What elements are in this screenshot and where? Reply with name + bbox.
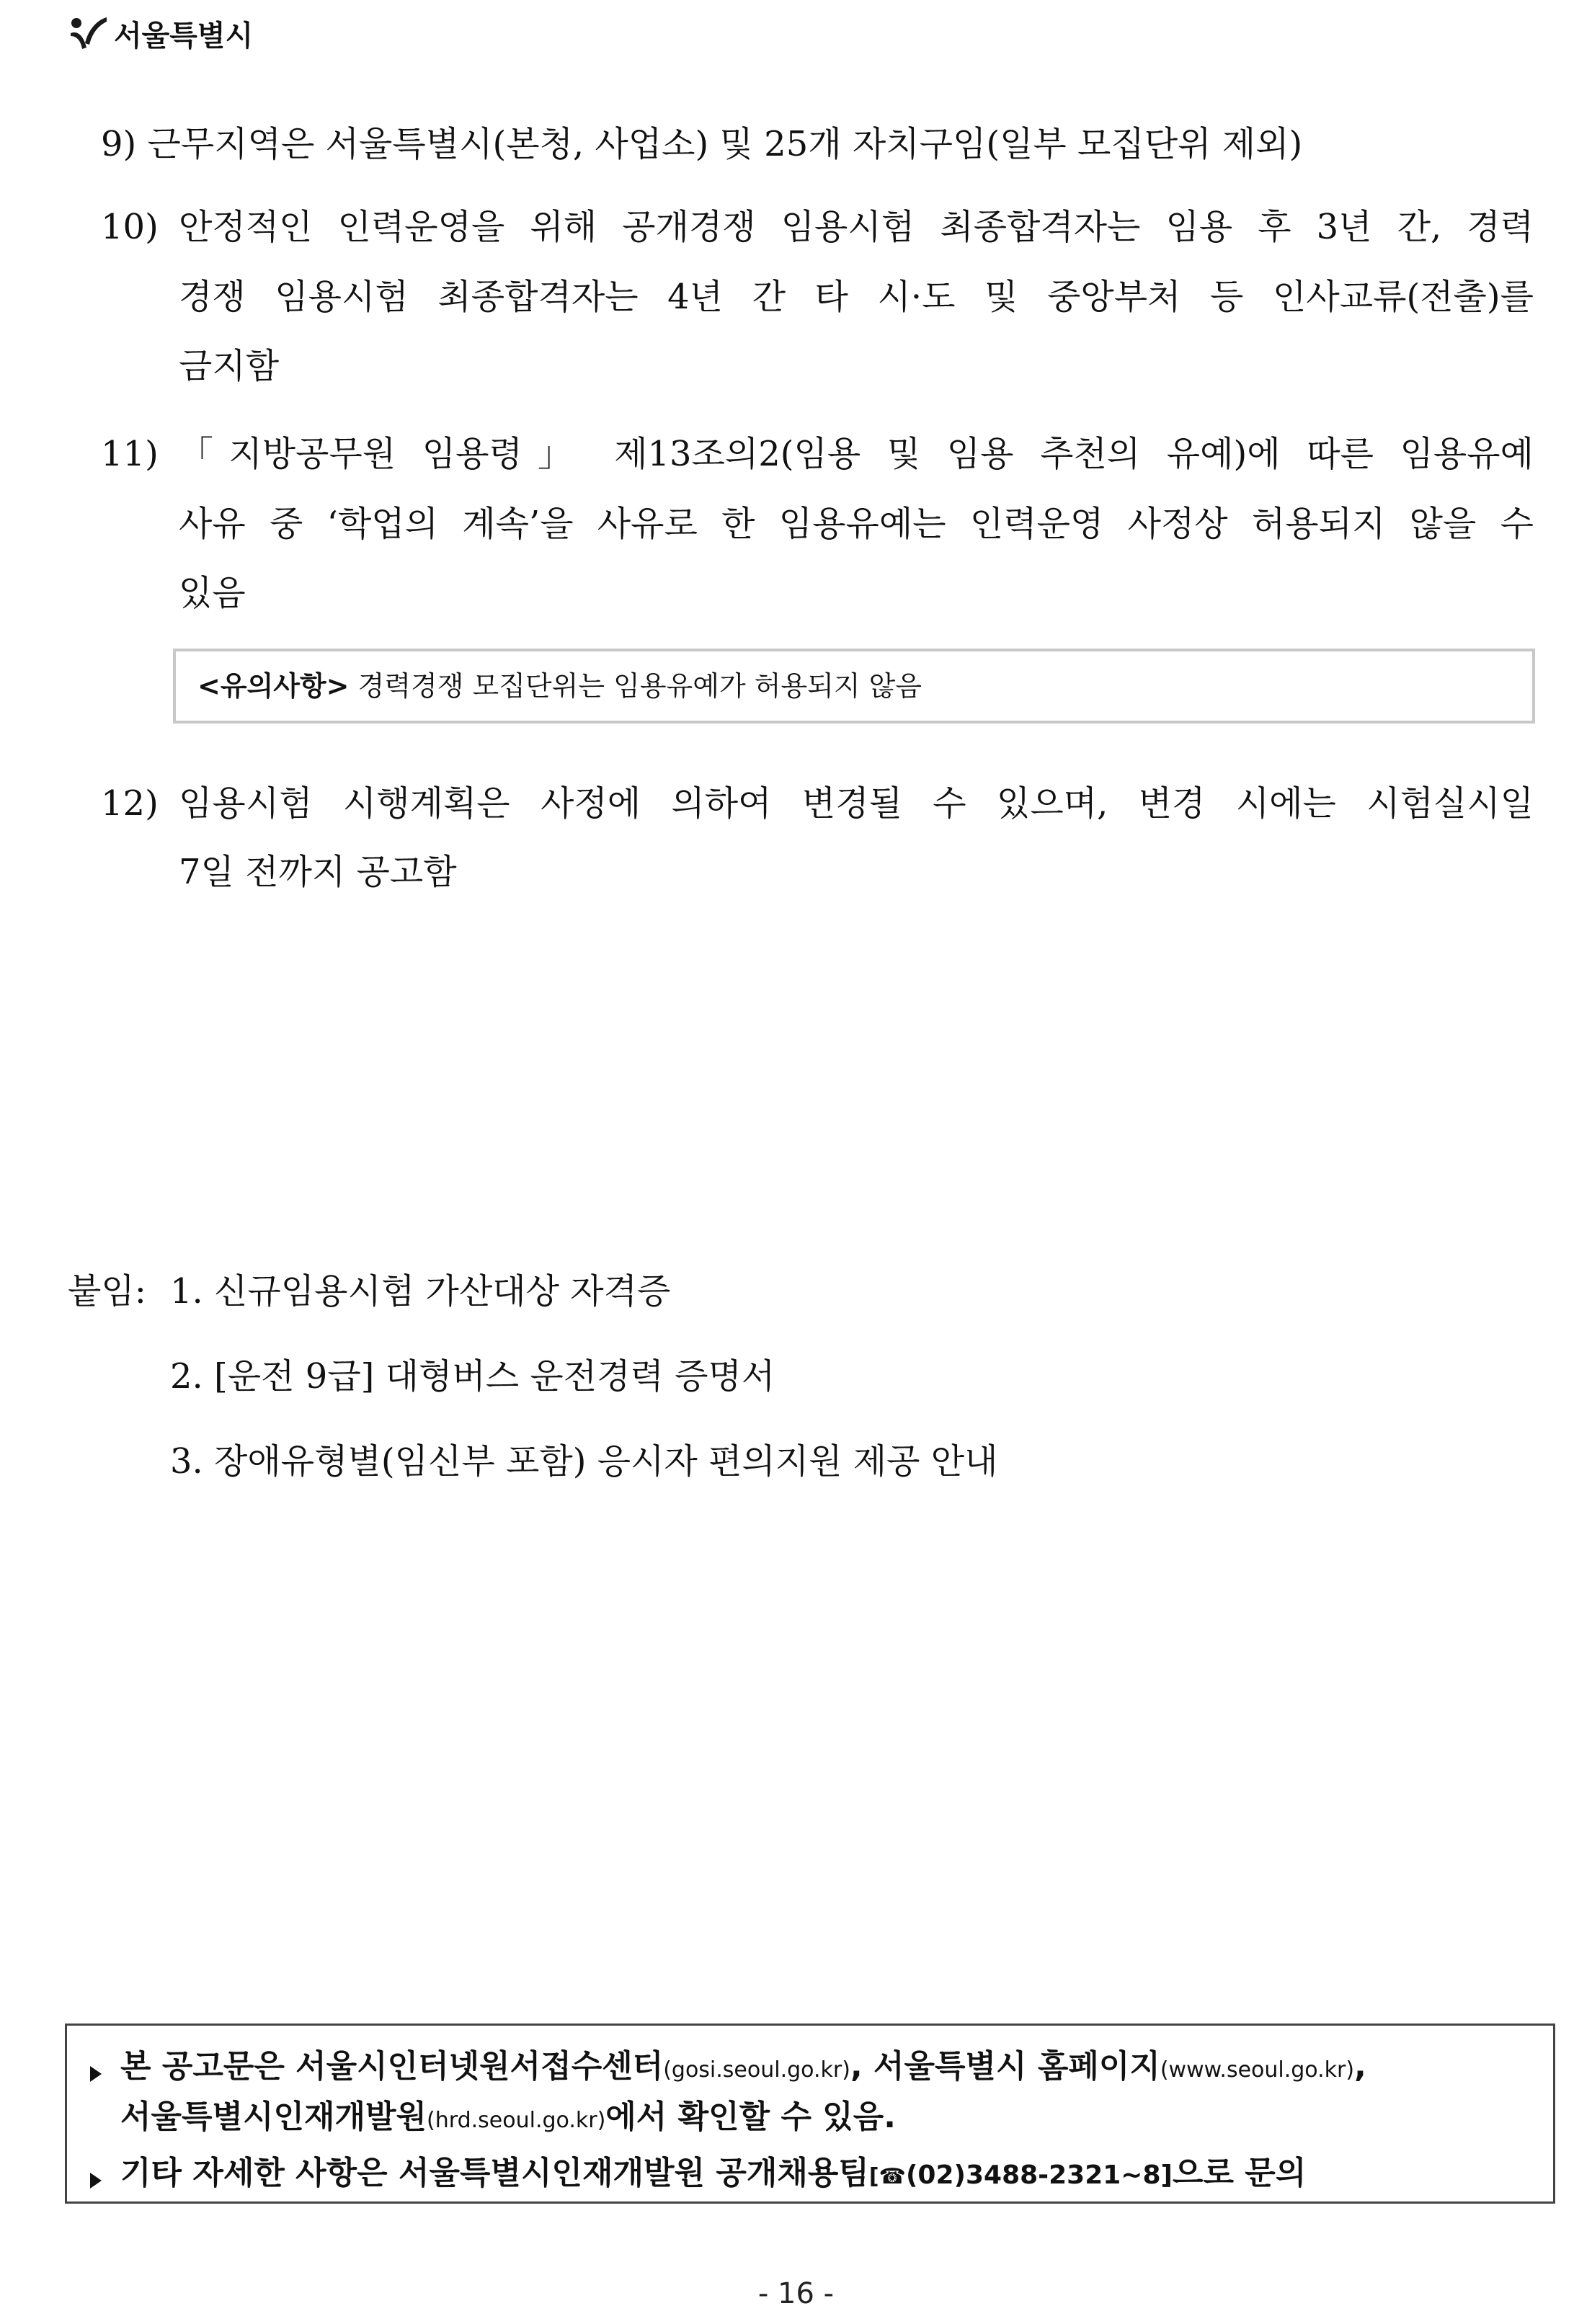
item-11-line-1: 「지방공무원 임용령」 제13조의2(임용 및 임용 추천의 유예)에 따른 임용유예 [179,434,1534,474]
triangle-bullet-icon [90,2066,102,2082]
item-12-line-1: 임용시험 시행계획은 사정에 의하여 변경될 수 있으며, 변경 시에는 시험실시일 [179,783,1534,824]
phone-icon: ☎ [879,2164,906,2189]
item-12-number: 12) [101,783,159,824]
page-number: - 16 - [757,2277,835,2310]
item-10-line-3: 금지함 [179,346,280,386]
item-10-number: 10) [101,207,159,247]
item-12-line-2: 7일 전까지 공고함 [179,852,457,892]
note-text: 경력경쟁 모집단위는 임용유예가 허용되지 않음 [357,670,922,702]
url-seoul: (www.seoul.go.kr) [1160,2057,1355,2083]
note-box [173,649,1535,724]
item-number: 9) [101,124,137,164]
note-label: <유의사항> [197,670,350,702]
item-9 [101,123,1302,166]
attachment-item-3: 3. 장애유형별(임신부 포함) 응시자 편의지원 제공 안내 [170,1441,998,1482]
item-11-line-2: 사유 중 ‘학업의 계속’을 사유로 한 임용유예는 인력운영 사정상 허용되지 않을 수 [179,504,1534,544]
notice-line-1: 본 공고문은 서울시인터넷원서접수센터(gosi.seoul.go.kr), 서울특별시 홈페이지(www.seoul.go.kr), [67,2040,1366,2086]
notice-line-2: 서울특별시인재개발원(hrd.seoul.go.kr)에서 확인할 수 있음. [120,2098,896,2135]
item-11-line-3: 있음 [179,573,246,613]
attachments-label: 붙임: [68,1271,146,1312]
url-hrd: (hrd.seoul.go.kr) [427,2108,606,2133]
phone-number: (02)3488-2321~8] [905,2160,1173,2190]
attachment-item-2: 2. [운전 9급] 대형버스 운전경력 증명서 [170,1356,775,1397]
seoul-logo-icon [66,12,110,55]
logo-text: 서울특별시 [114,19,254,53]
item-10-line-2: 경쟁 임용시험 최종합격자는 4년 간 타 시·도 및 중앙부처 등 인사교류(전출)를 [179,277,1534,317]
item-10-line-1: 안정적인 인력운영을 위해 공개경쟁 임용시험 최종합격자는 임용 후 3년 간, 경력 [179,207,1534,247]
seoul-logo [66,10,253,56]
item-text: 근무지역은 서울특별시(본청, 사업소) 및 25개 자치구임(일부 모집단위 제외) [147,124,1303,164]
item-11-number: 11) [101,434,159,474]
triangle-bullet-icon [90,2173,102,2189]
url-gosi: (gosi.seoul.go.kr) [663,2057,850,2083]
notice-line-3: 기타 자세한 사항은 서울특별시인재개발원 공개채용팀[☎(02)3488-2321~8]으로 문의 [67,2147,1306,2193]
attachment-item-1: 1. 신규임용시험 가산대상 자격증 [170,1271,671,1312]
notice-box [65,2024,1555,2204]
